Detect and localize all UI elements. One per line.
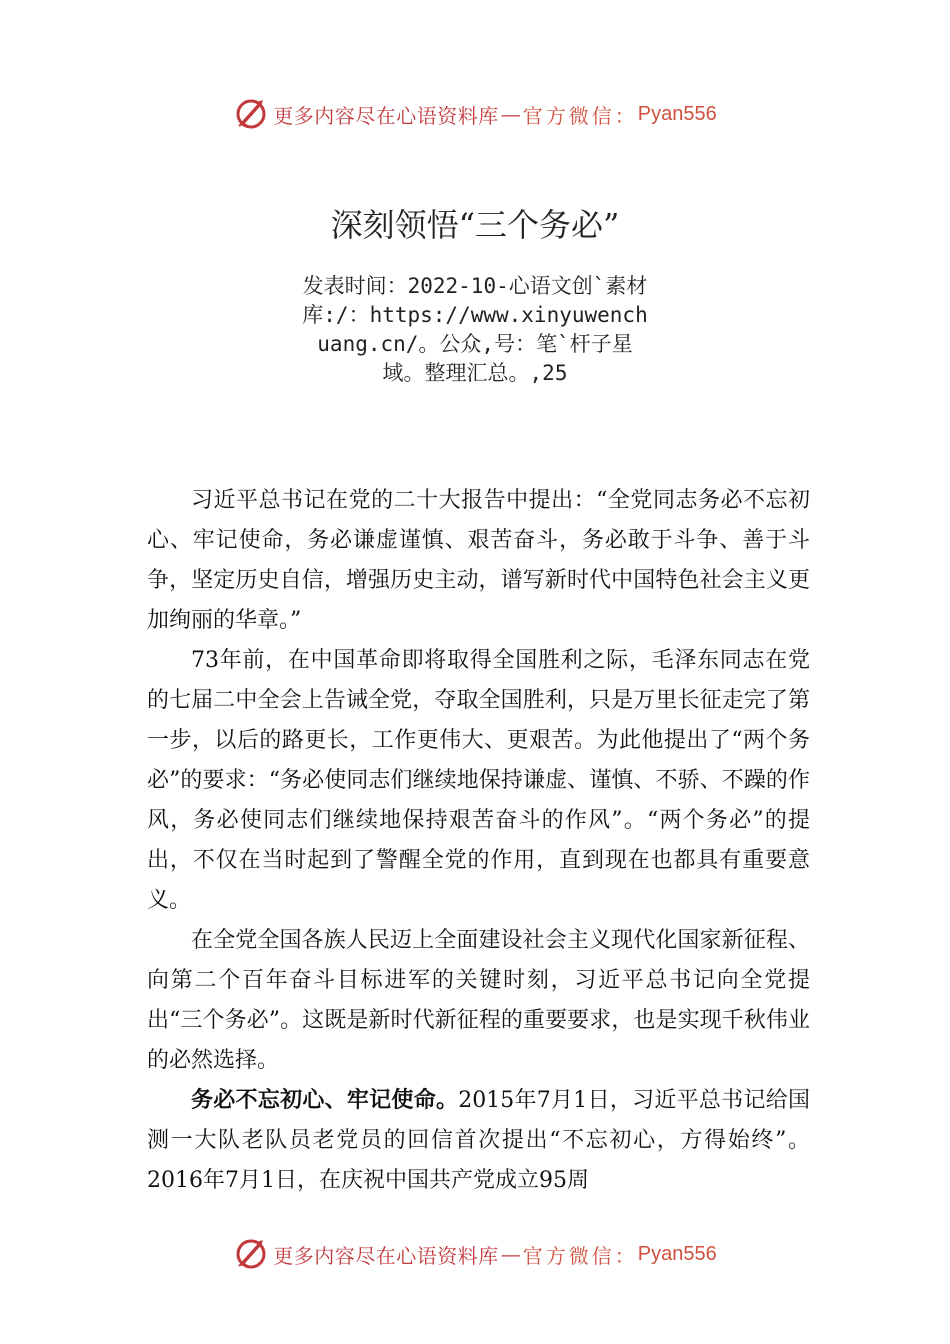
paragraph: [147, 641, 810, 921]
paragraph: [147, 1081, 810, 1201]
paragraph-text: 73年前，在中国革命即将取得全国胜利之际，毛泽东同志在党的七届二中全会上告诫全党，夺取全国胜利，只是万里长征走完了第一步，以后的路更长，工作更伟大、更艰苦。为此他提出了“两个务必”的要求：“务必使同志们继续地保持谦虚、谨慎、不骄、不躁的作风，务必使同志们继续地保持艰苦奋斗的作风”。“两个务必”的提出，不仅在当时起到了警醒全党的作用，直到现在也都具有重要意义。: [147, 648, 810, 913]
banner-wechat-label: 官方微信：: [522, 1243, 638, 1268]
banner-dash: —: [500, 1242, 521, 1266]
banner-wechat-id: Pyan556: [637, 102, 717, 125]
banner-slogan: 更多内容尽在心语资料库: [273, 1243, 499, 1268]
paragraph-text: 2015年7月1日，习近平总书记给国测一大队老队员老党员的回信首次提出“不忘初心，方得始终”。2016年7月1日，在庆祝中国共产党成立95周: [147, 1088, 810, 1193]
banner-wechat-label: 官方微信：: [522, 103, 638, 128]
document-body: [147, 481, 810, 1201]
paragraph-text: 习近平总书记在党的二十大报告中提出：“全党同志务必不忘初心、牢记使命，务必谦虚谨慎、艰苦奋斗，务必敢于斗争、善于斗争，坚定历史自信，增强历史主动，谱写新时代中国特色社会主义更加绚丽的华章。”: [147, 488, 810, 633]
paragraph-lead: 务必不忘初心、牢记使命。: [191, 1088, 459, 1113]
pen-logo-icon: [233, 1236, 269, 1272]
document-meta: 发表时间：2022-10-心语文创`素材库:/：https://www.xinyuwenchuang.cn/。公众,号：笔`杆子星域。整理汇总。,25: [302, 274, 648, 385]
footer-banner: [0, 1232, 950, 1276]
banner-slogan: 更多内容尽在心语资料库: [273, 103, 499, 128]
pen-logo-icon: [233, 96, 269, 132]
banner-wechat-id: Pyan556: [637, 1242, 717, 1265]
paragraph: [147, 921, 810, 1081]
paragraph: [147, 481, 810, 641]
paragraph-text: 在全党全国各族人民迈上全面建设社会主义现代化国家新征程、向第二个百年奋斗目标进军的关键时刻，习近平总书记向全党提出“三个务必”。这既是新时代新征程的重要要求，也是实现千秋伟业的必然选择。: [147, 928, 810, 1073]
document-title: 深刻领悟“三个务必”: [330, 206, 620, 244]
banner-dash: —: [500, 102, 521, 126]
header-banner: [0, 92, 950, 136]
